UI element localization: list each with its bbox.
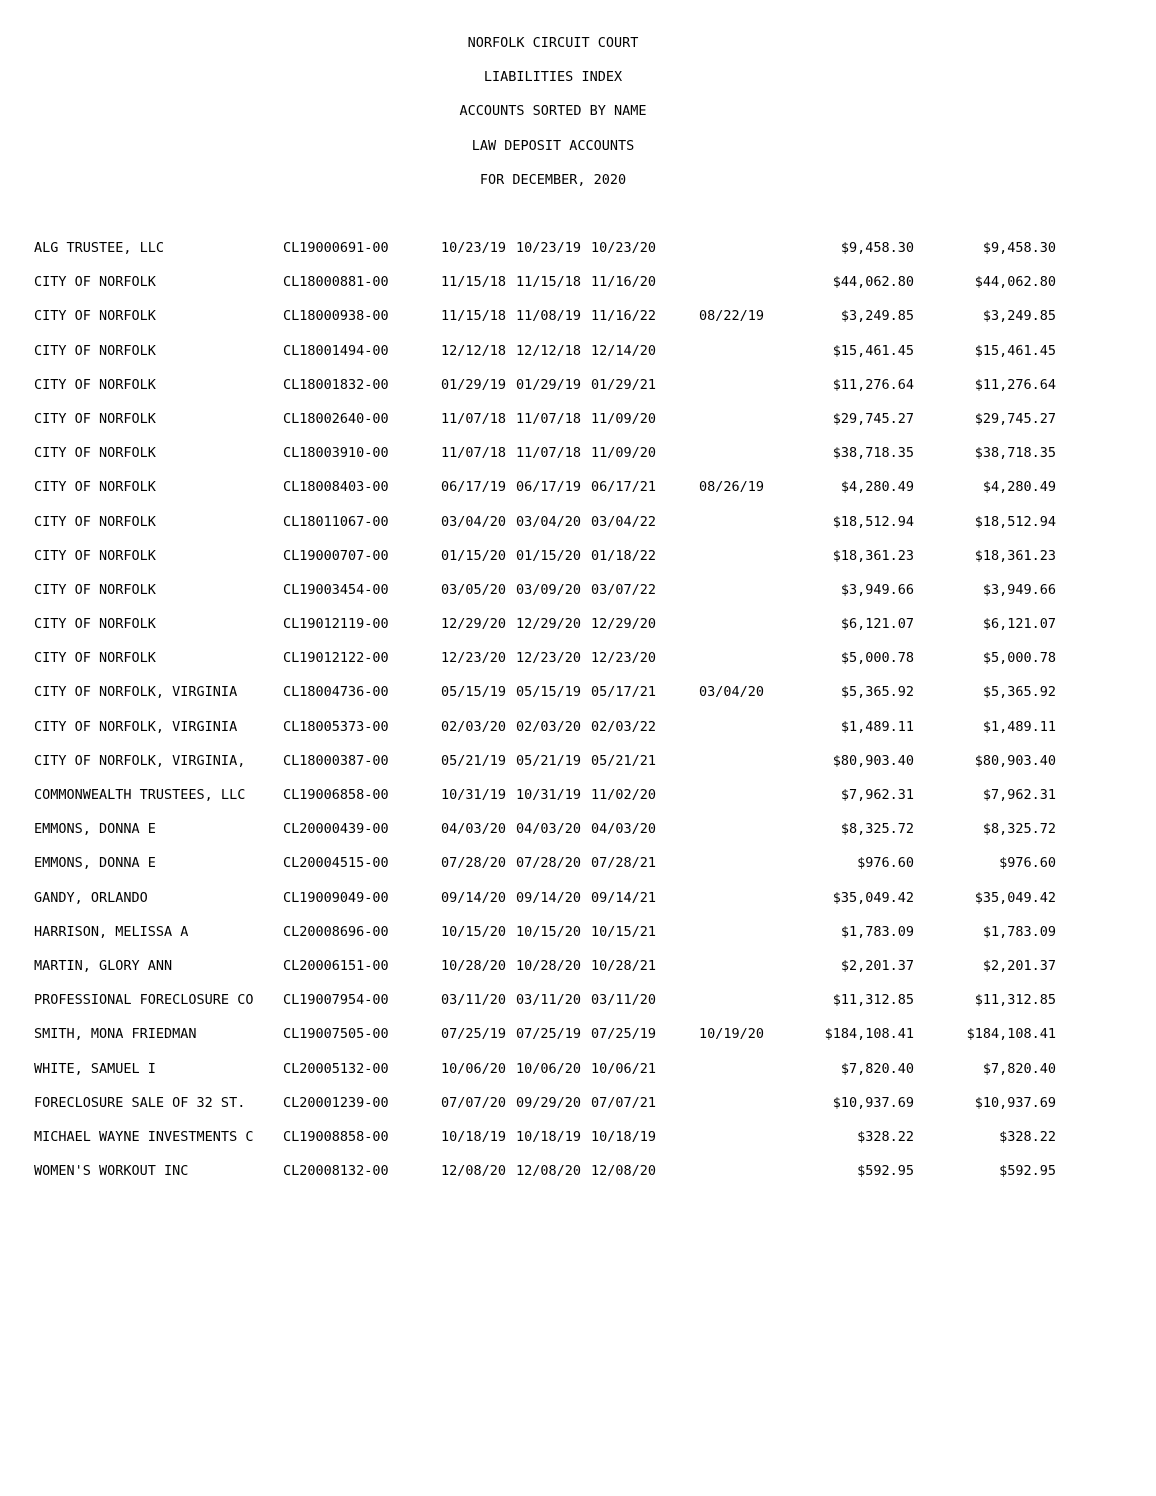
amount-1: $18,361.23	[832, 547, 914, 564]
amount-1: $184,108.41	[824, 1026, 914, 1043]
date-3: 10/06/21	[591, 1060, 657, 1077]
account-name: CITY OF NORFOLK	[34, 445, 156, 462]
amount-2: $38,718.35	[974, 445, 1056, 462]
date-3: 11/09/20	[591, 445, 657, 462]
amount-2: $3,249.85	[982, 308, 1056, 325]
account-row	[0, 1059, 1156, 1093]
date-1: 02/03/20	[441, 718, 507, 735]
account-row	[0, 819, 1156, 853]
date-2: 01/15/20	[516, 547, 582, 564]
account-name: CITY OF NORFOLK	[34, 342, 156, 359]
account-row	[0, 375, 1156, 409]
date-1: 10/31/19	[441, 787, 507, 803]
amount-1: $3,249.85	[840, 308, 914, 325]
amount-2: $184,108.41	[966, 1026, 1056, 1043]
amount-2: $7,820.40	[982, 1060, 1056, 1077]
case-number: CL20008696-00	[283, 923, 389, 940]
account-row	[0, 306, 1156, 340]
amount-1: $11,276.64	[832, 376, 914, 393]
date-1: 01/15/20	[441, 547, 507, 564]
account-type: LAW DEPOSIT ACCOUNTS	[471, 137, 635, 154]
amount-1: $29,745.27	[832, 410, 914, 427]
case-number: CL19000707-00	[283, 547, 389, 564]
amount-2: $5,000.78	[982, 650, 1056, 667]
report-title: LIABILITIES INDEX	[483, 69, 623, 86]
account-row	[0, 580, 1156, 614]
account-name: MICHAEL WAYNE INVESTMENTS C	[34, 1128, 254, 1145]
amount-2: $44,062.80	[974, 274, 1056, 291]
date-1: 12/12/18	[441, 342, 507, 359]
date-3: 10/18/19	[591, 1128, 657, 1145]
amount-1: $4,280.49	[840, 479, 914, 496]
date-2: 11/08/19	[516, 308, 582, 325]
date-1: 03/04/20	[441, 513, 507, 530]
account-name: CITY OF NORFOLK	[34, 616, 156, 633]
account-row	[0, 1093, 1156, 1127]
date-2: 03/09/20	[516, 581, 582, 598]
amount-2: $29,745.27	[974, 410, 1056, 427]
date-2: 07/28/20	[516, 855, 582, 872]
case-number: CL18001494-00	[283, 342, 389, 359]
date-1: 11/15/18	[441, 308, 507, 325]
amount-1: $38,718.35	[832, 445, 914, 462]
case-number: CL20000439-00	[283, 821, 389, 838]
case-number: CL19000691-00	[283, 240, 389, 256]
date-3: 10/23/20	[591, 240, 657, 256]
account-name: WOMEN'S WORKOUT INC	[34, 1163, 189, 1180]
date-1: 11/15/18	[441, 274, 507, 291]
date-1: 07/28/20	[441, 855, 507, 872]
case-number: CL19012122-00	[283, 650, 389, 667]
account-name: CITY OF NORFOLK	[34, 581, 156, 598]
case-number: CL19003454-00	[283, 581, 389, 598]
date-2: 11/07/18	[516, 445, 582, 462]
amount-1: $5,000.78	[840, 650, 914, 667]
amount-2: $9,458.30	[982, 240, 1056, 256]
date-1: 07/07/20	[441, 1094, 507, 1111]
date-3: 06/17/21	[591, 479, 657, 496]
account-name: WHITE, SAMUEL I	[34, 1060, 156, 1077]
account-row	[0, 546, 1156, 580]
amount-2: $11,276.64	[974, 376, 1056, 393]
account-name: CITY OF NORFOLK	[34, 513, 156, 530]
amount-1: $5,365.92	[840, 684, 914, 701]
date-3: 03/11/20	[591, 992, 657, 1009]
date-1: 10/18/19	[441, 1128, 507, 1145]
case-number: CL19006858-00	[283, 787, 389, 803]
case-number: CL18003910-00	[283, 445, 389, 462]
amount-2: $592.95	[999, 1163, 1056, 1180]
case-number: CL19008858-00	[283, 1128, 389, 1145]
amount-2: $7,962.31	[982, 787, 1056, 803]
account-name: HARRISON, MELISSA A	[34, 923, 189, 940]
date-1: 10/28/20	[441, 957, 507, 974]
account-name: PROFESSIONAL FORECLOSURE CO	[34, 992, 254, 1009]
account-name: CITY OF NORFOLK	[34, 479, 156, 496]
account-name: CITY OF NORFOLK, VIRGINIA	[34, 684, 238, 701]
date-2: 12/29/20	[516, 616, 582, 633]
date-3: 12/14/20	[591, 342, 657, 359]
amount-2: $35,049.42	[974, 889, 1056, 906]
date-1: 05/21/19	[441, 752, 507, 769]
sort-description: ACCOUNTS SORTED BY NAME	[459, 103, 647, 120]
date-2: 09/29/20	[516, 1094, 582, 1111]
amount-1: $1,489.11	[840, 718, 914, 735]
amount-2: $8,325.72	[982, 821, 1056, 838]
amount-2: $1,489.11	[982, 718, 1056, 735]
account-row	[0, 238, 1156, 272]
date-4: 08/22/19	[699, 308, 765, 325]
date-1: 12/08/20	[441, 1163, 507, 1180]
date-2: 10/15/20	[516, 923, 582, 940]
date-2: 02/03/20	[516, 718, 582, 735]
account-name: CITY OF NORFOLK	[34, 650, 156, 667]
amount-2: $11,312.85	[974, 992, 1056, 1009]
amount-1: $2,201.37	[840, 957, 914, 974]
date-4: 08/26/19	[699, 479, 765, 496]
amount-2: $3,949.66	[982, 581, 1056, 598]
date-1: 12/23/20	[441, 650, 507, 667]
date-3: 12/08/20	[591, 1163, 657, 1180]
date-3: 07/28/21	[591, 855, 657, 872]
date-1: 09/14/20	[441, 889, 507, 906]
case-number: CL20006151-00	[283, 957, 389, 974]
case-number: CL20005132-00	[283, 1060, 389, 1077]
account-name: CITY OF NORFOLK	[34, 274, 156, 291]
case-number: CL18001832-00	[283, 376, 389, 393]
account-row	[0, 1161, 1156, 1195]
date-3: 11/16/22	[591, 308, 657, 325]
case-number: CL18004736-00	[283, 684, 389, 701]
date-2: 05/21/19	[516, 752, 582, 769]
account-name: CITY OF NORFOLK	[34, 547, 156, 564]
amount-1: $10,937.69	[832, 1094, 914, 1111]
date-2: 07/25/19	[516, 1026, 582, 1043]
date-1: 07/25/19	[441, 1026, 507, 1043]
amount-1: $328.22	[857, 1128, 914, 1145]
account-row	[0, 648, 1156, 682]
case-number: CL20008132-00	[283, 1163, 389, 1180]
account-row	[0, 990, 1156, 1024]
account-row	[0, 477, 1156, 511]
date-1: 03/11/20	[441, 992, 507, 1009]
date-2: 04/03/20	[516, 821, 582, 838]
date-4: 03/04/20	[699, 684, 765, 701]
account-name: CITY OF NORFOLK	[34, 308, 156, 325]
account-row	[0, 751, 1156, 785]
date-1: 06/17/19	[441, 479, 507, 496]
amount-1: $592.95	[857, 1163, 914, 1180]
account-name: FORECLOSURE SALE OF 32 ST.	[34, 1094, 246, 1111]
date-4: 10/19/20	[699, 1026, 765, 1043]
account-row	[0, 956, 1156, 990]
date-2: 11/07/18	[516, 410, 582, 427]
case-number: CL18000881-00	[283, 274, 389, 291]
amount-1: $44,062.80	[832, 274, 914, 291]
account-name: EMMONS, DONNA E	[34, 821, 156, 838]
account-name: CITY OF NORFOLK	[34, 410, 156, 427]
case-number: CL18008403-00	[283, 479, 389, 496]
account-row	[0, 888, 1156, 922]
date-2: 09/14/20	[516, 889, 582, 906]
account-row	[0, 717, 1156, 751]
account-row	[0, 853, 1156, 887]
account-row	[0, 512, 1156, 546]
account-row	[0, 272, 1156, 306]
date-2: 03/04/20	[516, 513, 582, 530]
date-3: 02/03/22	[591, 718, 657, 735]
date-3: 05/17/21	[591, 684, 657, 701]
account-name: CITY OF NORFOLK, VIRGINIA	[34, 718, 238, 735]
date-2: 10/23/19	[516, 240, 582, 256]
amount-1: $1,783.09	[840, 923, 914, 940]
case-number: CL20001239-00	[283, 1094, 389, 1111]
account-row	[0, 1127, 1156, 1161]
account-name: CITY OF NORFOLK	[34, 376, 156, 393]
report-period: FOR DECEMBER, 2020	[479, 171, 627, 188]
date-2: 12/23/20	[516, 650, 582, 667]
amount-1: $80,903.40	[832, 752, 914, 769]
account-row	[0, 409, 1156, 443]
case-number: CL19012119-00	[283, 616, 389, 633]
date-2: 05/15/19	[516, 684, 582, 701]
case-number: CL20004515-00	[283, 855, 389, 872]
case-number: CL19009049-00	[283, 889, 389, 906]
date-1: 10/06/20	[441, 1060, 507, 1077]
date-2: 10/06/20	[516, 1060, 582, 1077]
amount-1: $9,458.30	[840, 240, 914, 256]
date-2: 03/11/20	[516, 992, 582, 1009]
date-3: 11/09/20	[591, 410, 657, 427]
case-number: CL18005373-00	[283, 718, 389, 735]
case-number: CL18011067-00	[283, 513, 389, 530]
date-1: 05/15/19	[441, 684, 507, 701]
date-3: 09/14/21	[591, 889, 657, 906]
amount-1: $11,312.85	[832, 992, 914, 1009]
case-number: CL19007505-00	[283, 1026, 389, 1043]
account-name: GANDY, ORLANDO	[34, 889, 148, 906]
date-3: 01/18/22	[591, 547, 657, 564]
date-3: 07/25/19	[591, 1026, 657, 1043]
date-2: 12/08/20	[516, 1163, 582, 1180]
amount-1: $976.60	[857, 855, 914, 872]
amount-1: $35,049.42	[832, 889, 914, 906]
date-3: 03/04/22	[591, 513, 657, 530]
date-3: 01/29/21	[591, 376, 657, 393]
case-number: CL18000938-00	[283, 308, 389, 325]
date-3: 10/28/21	[591, 957, 657, 974]
date-3: 03/07/22	[591, 581, 657, 598]
amount-2: $2,201.37	[982, 957, 1056, 974]
account-name: EMMONS, DONNA E	[34, 855, 156, 872]
date-2: 01/29/19	[516, 376, 582, 393]
amount-2: $6,121.07	[982, 616, 1056, 633]
accounts-list	[0, 238, 1156, 1195]
account-name: CITY OF NORFOLK, VIRGINIA,	[34, 752, 246, 769]
date-1: 11/07/18	[441, 410, 507, 427]
amount-1: $8,325.72	[840, 821, 914, 838]
account-row	[0, 341, 1156, 375]
amount-2: $10,937.69	[974, 1094, 1056, 1111]
date-2: 12/12/18	[516, 342, 582, 359]
date-3: 05/21/21	[591, 752, 657, 769]
amount-2: $18,512.94	[974, 513, 1056, 530]
account-name: ALG TRUSTEE, LLC	[34, 240, 165, 256]
amount-1: $6,121.07	[840, 616, 914, 633]
amount-2: $4,280.49	[982, 479, 1056, 496]
date-2: 06/17/19	[516, 479, 582, 496]
date-3: 12/29/20	[591, 616, 657, 633]
amount-1: $3,949.66	[840, 581, 914, 598]
court-name: NORFOLK CIRCUIT COURT	[467, 35, 639, 51]
amount-1: $15,461.45	[832, 342, 914, 359]
date-1: 01/29/19	[441, 376, 507, 393]
date-3: 11/02/20	[591, 787, 657, 803]
amount-2: $976.60	[999, 855, 1056, 872]
date-1: 03/05/20	[441, 581, 507, 598]
case-number: CL19007954-00	[283, 992, 389, 1009]
account-row	[0, 614, 1156, 648]
date-2: 10/18/19	[516, 1128, 582, 1145]
amount-2: $18,361.23	[974, 547, 1056, 564]
account-row	[0, 1024, 1156, 1058]
amount-2: $328.22	[999, 1128, 1056, 1145]
amount-2: $5,365.92	[982, 684, 1056, 701]
date-2: 10/28/20	[516, 957, 582, 974]
account-row	[0, 785, 1156, 819]
amount-2: $15,461.45	[974, 342, 1056, 359]
report-header	[0, 34, 1106, 205]
date-2: 11/15/18	[516, 274, 582, 291]
account-row	[0, 682, 1156, 716]
amount-2: $1,783.09	[982, 923, 1056, 940]
account-name: MARTIN, GLORY ANN	[34, 957, 173, 974]
date-1: 10/23/19	[441, 240, 507, 256]
case-number: CL18002640-00	[283, 410, 389, 427]
amount-1: $7,962.31	[840, 787, 914, 803]
date-3: 11/16/20	[591, 274, 657, 291]
date-3: 04/03/20	[591, 821, 657, 838]
account-row	[0, 443, 1156, 477]
account-name: SMITH, MONA FRIEDMAN	[34, 1026, 197, 1043]
amount-1: $7,820.40	[840, 1060, 914, 1077]
date-3: 10/15/21	[591, 923, 657, 940]
case-number: CL18000387-00	[283, 752, 389, 769]
date-1: 10/15/20	[441, 923, 507, 940]
date-1: 12/29/20	[441, 616, 507, 633]
amount-1: $18,512.94	[832, 513, 914, 530]
date-1: 11/07/18	[441, 445, 507, 462]
date-1: 04/03/20	[441, 821, 507, 838]
date-2: 10/31/19	[516, 787, 582, 803]
date-3: 12/23/20	[591, 650, 657, 667]
amount-2: $80,903.40	[974, 752, 1056, 769]
account-name: COMMONWEALTH TRUSTEES, LLC	[34, 787, 246, 803]
date-3: 07/07/21	[591, 1094, 657, 1111]
account-row	[0, 922, 1156, 956]
